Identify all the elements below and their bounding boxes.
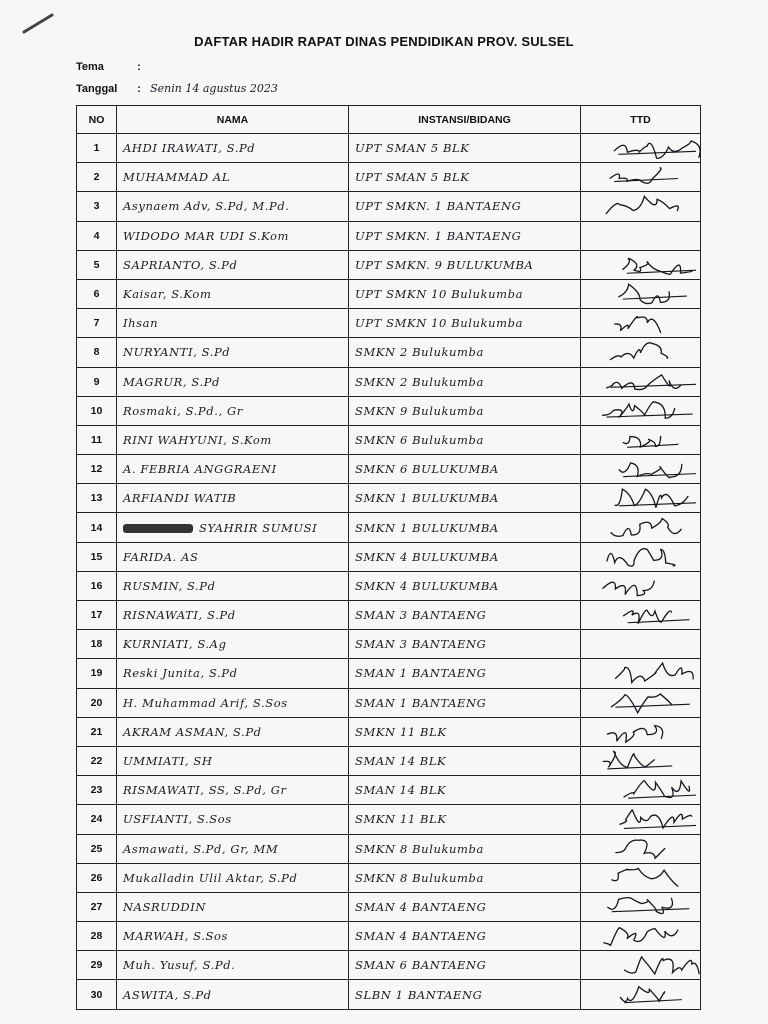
row-nama-text: RISMAWATI, SS, S.Pd, Gr bbox=[123, 783, 287, 798]
row-nama-text: KURNIATI, S.Ag bbox=[123, 637, 227, 652]
row-nama bbox=[117, 484, 349, 513]
row-signature bbox=[581, 863, 701, 892]
table-row bbox=[77, 542, 701, 571]
row-signature bbox=[581, 746, 701, 775]
row-number: 20 bbox=[77, 688, 117, 717]
row-number: 18 bbox=[77, 630, 117, 659]
row-nama-text: NASRUDDIN bbox=[123, 899, 207, 914]
row-instansi: UPT SMKN 10 Bulukumba bbox=[349, 279, 581, 308]
signature-scribble-icon bbox=[581, 368, 700, 396]
row-number: 6 bbox=[77, 279, 117, 308]
row-number: 17 bbox=[77, 601, 117, 630]
signature-scribble-icon bbox=[581, 951, 700, 979]
row-instansi: SMKN 2 Bulukumba bbox=[349, 338, 581, 367]
attendance-table bbox=[76, 105, 701, 1010]
row-signature bbox=[581, 980, 701, 1009]
tanggal-colon: : bbox=[137, 83, 141, 95]
table-row bbox=[77, 513, 701, 542]
table-row bbox=[77, 776, 701, 805]
row-signature bbox=[581, 776, 701, 805]
row-number: 30 bbox=[77, 980, 117, 1009]
row-instansi: SLBN 1 BANTAENG bbox=[349, 980, 581, 1009]
row-nama-text: MUHAMMAD AL bbox=[123, 170, 231, 185]
row-signature bbox=[581, 892, 701, 921]
signature-scribble-icon bbox=[581, 192, 700, 220]
table-body bbox=[77, 134, 701, 1010]
row-number: 25 bbox=[77, 834, 117, 863]
row-number: 19 bbox=[77, 659, 117, 688]
row-nama bbox=[117, 892, 349, 921]
table-row bbox=[77, 134, 701, 163]
row-instansi: SMAN 1 BANTAENG bbox=[349, 688, 581, 717]
row-nama-text: FARIDA. AS bbox=[123, 549, 199, 564]
table-row bbox=[77, 571, 701, 600]
row-nama bbox=[117, 513, 349, 542]
row-instansi: SMKN 4 BULUKUMBA bbox=[349, 542, 581, 571]
row-number: 27 bbox=[77, 892, 117, 921]
row-nama bbox=[117, 455, 349, 484]
row-instansi: SMAN 3 BANTAENG bbox=[349, 630, 581, 659]
row-number: 15 bbox=[77, 542, 117, 571]
row-instansi: SMKN 9 Bulukumba bbox=[349, 396, 581, 425]
row-nama bbox=[117, 834, 349, 863]
row-number: 11 bbox=[77, 425, 117, 454]
row-nama-text: Asynaem Adv, S.Pd, M.Pd. bbox=[123, 199, 290, 214]
signature-scribble-icon bbox=[581, 601, 700, 629]
row-nama bbox=[117, 367, 349, 396]
row-instansi: SMKN 2 Bulukumba bbox=[349, 367, 581, 396]
header-instansi: INSTANSI/BIDANG bbox=[349, 106, 581, 134]
row-instansi: SMAN 4 BANTAENG bbox=[349, 922, 581, 951]
signature-scribble-icon bbox=[581, 455, 700, 483]
table-row bbox=[77, 951, 701, 980]
table-row bbox=[77, 980, 701, 1009]
table-row bbox=[77, 630, 701, 659]
row-nama-text: SAPRIANTO, S.Pd bbox=[123, 257, 238, 272]
row-signature bbox=[581, 309, 701, 338]
signature-scribble-icon bbox=[581, 893, 700, 921]
row-nama-text: Asmawati, S.Pd, Gr, MM bbox=[123, 841, 279, 856]
row-number: 29 bbox=[77, 951, 117, 980]
table-row bbox=[77, 484, 701, 513]
row-instansi: SMKN 4 BULUKUMBA bbox=[349, 571, 581, 600]
signature-scribble-icon bbox=[581, 543, 700, 571]
row-nama-text: Muh. Yusuf, S.Pd. bbox=[123, 958, 236, 973]
tema-line bbox=[76, 60, 147, 73]
row-number: 4 bbox=[77, 221, 117, 250]
row-nama-text: USFIANTI, S.Sos bbox=[123, 812, 232, 827]
row-signature bbox=[581, 659, 701, 688]
row-nama-text: Kaisar, S.Kom bbox=[123, 287, 212, 302]
tanggal-label: Tanggal bbox=[76, 83, 118, 95]
table-row bbox=[77, 746, 701, 775]
row-nama bbox=[117, 192, 349, 221]
row-instansi: SMAN 1 BANTAENG bbox=[349, 659, 581, 688]
row-nama bbox=[117, 338, 349, 367]
row-nama bbox=[117, 980, 349, 1009]
table-row bbox=[77, 221, 701, 250]
row-instansi: UPT SMKN. 9 BULUKUMBA bbox=[349, 250, 581, 279]
header-no: NO bbox=[77, 106, 117, 134]
row-nama bbox=[117, 250, 349, 279]
row-signature bbox=[581, 192, 701, 221]
row-nama-text: WIDODO MAR UDI S.Kom bbox=[123, 228, 290, 243]
signature-scribble-icon bbox=[581, 484, 700, 512]
table-row bbox=[77, 279, 701, 308]
header-ttd: TTD bbox=[581, 106, 701, 134]
row-signature bbox=[581, 717, 701, 746]
row-number: 13 bbox=[77, 484, 117, 513]
row-signature bbox=[581, 221, 701, 250]
signature-scribble-icon bbox=[581, 864, 700, 892]
row-signature bbox=[581, 338, 701, 367]
row-number: 21 bbox=[77, 717, 117, 746]
row-instansi: UPT SMKN. 1 BANTAENG bbox=[349, 221, 581, 250]
row-number: 12 bbox=[77, 455, 117, 484]
row-nama bbox=[117, 717, 349, 746]
row-signature bbox=[581, 367, 701, 396]
table-row bbox=[77, 688, 701, 717]
row-signature bbox=[581, 163, 701, 192]
row-signature bbox=[581, 951, 701, 980]
row-instansi: SMKN 11 BLK bbox=[349, 805, 581, 834]
signature-scribble-icon bbox=[581, 280, 700, 308]
signature-scribble-icon bbox=[581, 747, 700, 775]
row-number: 3 bbox=[77, 192, 117, 221]
row-nama bbox=[117, 396, 349, 425]
table-row bbox=[77, 163, 701, 192]
row-nama bbox=[117, 659, 349, 688]
row-signature bbox=[581, 134, 701, 163]
row-number: 5 bbox=[77, 250, 117, 279]
row-number: 10 bbox=[77, 396, 117, 425]
signature-scribble-icon bbox=[581, 338, 700, 366]
row-number: 24 bbox=[77, 805, 117, 834]
header-nama: NAMA bbox=[117, 106, 349, 134]
row-instansi: SMAN 4 BANTAENG bbox=[349, 892, 581, 921]
row-signature bbox=[581, 834, 701, 863]
table-row bbox=[77, 396, 701, 425]
signature-scribble-icon bbox=[581, 134, 700, 162]
row-nama-text: RUSMIN, S.Pd bbox=[123, 578, 216, 593]
table-row bbox=[77, 922, 701, 951]
row-number: 22 bbox=[77, 746, 117, 775]
row-nama bbox=[117, 746, 349, 775]
row-nama-text: RISNAWATI, S.Pd bbox=[123, 608, 236, 623]
table-row bbox=[77, 805, 701, 834]
table-row bbox=[77, 192, 701, 221]
signature-scribble-icon bbox=[581, 251, 700, 279]
row-instansi: SMKN 1 BULUKUMBA bbox=[349, 513, 581, 542]
signature-scribble-icon bbox=[581, 397, 700, 425]
row-number: 23 bbox=[77, 776, 117, 805]
table-row bbox=[77, 367, 701, 396]
table-row bbox=[77, 659, 701, 688]
table-row bbox=[77, 601, 701, 630]
row-signature bbox=[581, 425, 701, 454]
row-signature bbox=[581, 922, 701, 951]
row-nama bbox=[117, 863, 349, 892]
table-row bbox=[77, 250, 701, 279]
row-instansi: UPT SMAN 5 BLK bbox=[349, 134, 581, 163]
signature-scribble-icon bbox=[581, 513, 700, 541]
tanggal-line bbox=[76, 82, 278, 95]
pen-mark-icon bbox=[22, 12, 56, 34]
row-nama bbox=[117, 571, 349, 600]
signature-scribble-icon bbox=[581, 659, 700, 687]
tema-colon: : bbox=[137, 61, 141, 73]
table-row bbox=[77, 863, 701, 892]
table-row bbox=[77, 834, 701, 863]
row-nama bbox=[117, 279, 349, 308]
row-number: 7 bbox=[77, 309, 117, 338]
row-number: 26 bbox=[77, 863, 117, 892]
row-instansi: UPT SMKN 10 Bulukumba bbox=[349, 309, 581, 338]
signature-scribble-icon bbox=[581, 922, 700, 950]
row-instansi: SMAN 14 BLK bbox=[349, 776, 581, 805]
row-nama bbox=[117, 601, 349, 630]
row-instansi: SMKN 8 Bulukumba bbox=[349, 834, 581, 863]
tema-label: Tema bbox=[76, 61, 104, 73]
row-nama-text: NURYANTI, S.Pd bbox=[123, 345, 231, 360]
row-signature bbox=[581, 688, 701, 717]
row-number: 2 bbox=[77, 163, 117, 192]
row-nama bbox=[117, 688, 349, 717]
tanggal-value: Senin 14 agustus 2023 bbox=[150, 82, 278, 95]
redaction-mark bbox=[123, 524, 193, 533]
table-header-row bbox=[77, 106, 701, 134]
row-signature bbox=[581, 601, 701, 630]
row-nama-text: AKRAM ASMAN, S.Pd bbox=[123, 724, 262, 739]
row-instansi: SMKN 6 BULUKUMBA bbox=[349, 455, 581, 484]
row-signature bbox=[581, 805, 701, 834]
document-title: DAFTAR HADIR RAPAT DINAS PENDIDIKAN PROV. SULSEL bbox=[194, 34, 574, 49]
row-instansi: UPT SMKN. 1 BANTAENG bbox=[349, 192, 581, 221]
row-instansi: SMKN 6 Bulukumba bbox=[349, 425, 581, 454]
signature-scribble-icon bbox=[581, 805, 700, 833]
row-nama bbox=[117, 134, 349, 163]
row-nama bbox=[117, 805, 349, 834]
row-nama-text: AHDI IRAWATI, S.Pd bbox=[123, 141, 256, 156]
signature-scribble-icon bbox=[581, 689, 700, 717]
signature-scribble-icon bbox=[581, 776, 700, 804]
row-nama bbox=[117, 951, 349, 980]
row-nama-text: SYAHRIR SUMUSI bbox=[199, 520, 318, 535]
row-nama bbox=[117, 776, 349, 805]
row-nama-text: ARFIANDI WATIB bbox=[123, 491, 237, 506]
row-instansi: SMKN 1 BULUKUMBA bbox=[349, 484, 581, 513]
signature-scribble-icon bbox=[581, 309, 700, 337]
row-number: 28 bbox=[77, 922, 117, 951]
signature-scribble-icon bbox=[581, 163, 700, 191]
row-nama-text: A. FEBRIA ANGGRAENI bbox=[123, 462, 277, 477]
row-nama bbox=[117, 163, 349, 192]
row-signature bbox=[581, 279, 701, 308]
row-signature bbox=[581, 250, 701, 279]
signature-scribble-icon bbox=[581, 572, 700, 600]
row-signature bbox=[581, 396, 701, 425]
row-number: 1 bbox=[77, 134, 117, 163]
row-instansi: UPT SMAN 5 BLK bbox=[349, 163, 581, 192]
row-instansi: SMKN 8 Bulukumba bbox=[349, 863, 581, 892]
row-nama-text: MARWAH, S.Sos bbox=[123, 929, 229, 944]
row-nama bbox=[117, 542, 349, 571]
row-nama-text: Reski Junita, S.Pd bbox=[123, 666, 238, 681]
row-nama bbox=[117, 221, 349, 250]
row-nama-text: Mukalladin Ulil Aktar, S.Pd bbox=[123, 870, 298, 885]
table-row bbox=[77, 309, 701, 338]
row-nama-text: UMMIATI, SH bbox=[123, 754, 213, 769]
row-signature bbox=[581, 484, 701, 513]
signature-scribble-icon bbox=[581, 835, 700, 863]
row-signature bbox=[581, 571, 701, 600]
table-row bbox=[77, 338, 701, 367]
row-nama-text: ASWITA, S.Pd bbox=[123, 987, 212, 1002]
row-instansi: SMAN 6 BANTAENG bbox=[349, 951, 581, 980]
signature-scribble-icon bbox=[581, 980, 700, 1008]
table-row bbox=[77, 892, 701, 921]
row-signature bbox=[581, 455, 701, 484]
table-row bbox=[77, 425, 701, 454]
row-signature bbox=[581, 513, 701, 542]
row-nama-text: MAGRUR, S.Pd bbox=[123, 374, 221, 389]
row-nama-text: Rosmaki, S.Pd., Gr bbox=[123, 403, 243, 418]
row-nama-text: Ihsan bbox=[123, 316, 159, 331]
row-number: 16 bbox=[77, 571, 117, 600]
row-instansi: SMAN 3 BANTAENG bbox=[349, 601, 581, 630]
signature-scribble-icon bbox=[581, 426, 700, 454]
table-row bbox=[77, 717, 701, 746]
row-number: 8 bbox=[77, 338, 117, 367]
row-nama-text: RINI WAHYUNI, S.Kom bbox=[123, 432, 272, 447]
row-nama bbox=[117, 630, 349, 659]
row-signature bbox=[581, 630, 701, 659]
row-nama bbox=[117, 309, 349, 338]
row-nama bbox=[117, 922, 349, 951]
table-row bbox=[77, 455, 701, 484]
row-number: 9 bbox=[77, 367, 117, 396]
signature-scribble-icon bbox=[581, 718, 700, 746]
row-instansi: SMAN 14 BLK bbox=[349, 746, 581, 775]
row-number: 14 bbox=[77, 513, 117, 542]
row-nama bbox=[117, 425, 349, 454]
row-nama-text: H. Muhammad Arif, S.Sos bbox=[123, 695, 288, 710]
row-instansi: SMKN 11 BLK bbox=[349, 717, 581, 746]
row-signature bbox=[581, 542, 701, 571]
